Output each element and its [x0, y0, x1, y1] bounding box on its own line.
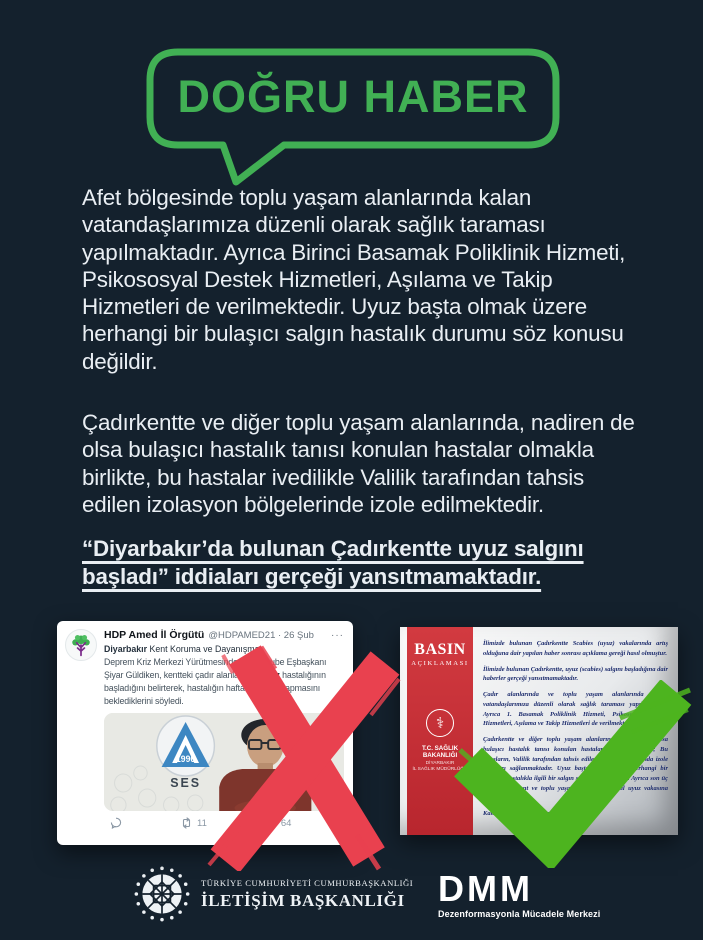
- tweet-handle-date: @HDPAMED21 · 26 Şub: [208, 630, 314, 641]
- statement-paragraph-1: Afet bölgesinde toplu yaşam alanlarında kalan vatandaşlarımıza düzenli olarak sağlık taraması yapılmaktadır. Ayrıca Birinci Basamak Poliklinik Hizmeti, Psikososyal Destek Hizmetleri, Aşılama ve Takip Hizmetleri de verilmektedir. Uyuz başta olmak üzere herhangi bir bulaşıcı salgın hastalık durumu söz konusu değildir.: [82, 185, 626, 374]
- ministry-name: T.C. SAĞLIK BAKANLIĞI: [421, 745, 459, 759]
- badge-title: DOĞRU HABER: [177, 71, 529, 122]
- tweet-body-pre: Deprem Kriz Merkezi Yürütmesinden SES Şube Eşbaşkanı Şiyar Güldiken, kentteki çadır alanlarında: [104, 657, 327, 680]
- svg-text:SES: SES: [170, 774, 201, 791]
- press-release-paragraph: Çadırkentte ve diğer toplu yaşam alanlarında nadiren de olsa bulaşıcı hastalık tanısı konulan hastalar olmakla birlikte; Bu vakaların, Valilik tarafından tahsis edilen izolasyon yurdunda izole olmaları sağlanmaktadır. Uyuz başta olmak üzere herhangi bir bulaşıcı hastalıkla ilgili bir salgın söz konusu değildir. Ayrıca son üç günde çadırkent ve toplu yaşam alanlarında tekil uyuz vakasına rastlanmamıştır.: [483, 736, 668, 802]
- statement-paragraph-2: Çadırkentte ve diğer toplu yaşam alanlarında, nadiren de olsa bulaşıcı hastalık tanısı konulan hastalar olmakla birlikte, bu hastalar ivedilikle Valilik tarafından tahsis edilen izolasyon bölgelerinde izole edilmektedir.: [82, 410, 635, 517]
- more-options-icon[interactable]: ···: [331, 630, 344, 641]
- svg-text:1996: 1996: [175, 753, 196, 765]
- tweet-text-line1-rest: Kent Koruma ve Dayanışma: [147, 644, 260, 654]
- tweet-body-post: hastalığının başladığını belirterek, hastalığın hafta sonu pik yapmasını beklediklerini söyledi.: [104, 670, 326, 706]
- presidency-emblem-icon: [134, 866, 190, 922]
- health-ministry-logo-icon: ⚕: [426, 709, 454, 737]
- presidency-text: [201, 878, 413, 911]
- dmm-branding: [438, 868, 601, 919]
- retweet-icon: [180, 817, 193, 829]
- tweet-text-bold-city: Diyarbakır: [104, 644, 148, 654]
- ministry-directorate: İL SAĞLIK MÜDÜRLÜĞÜ: [412, 767, 468, 772]
- press-release-paragraph: Çadır alanlarında ve toplu yaşam alanlarında kalan vatandaşlarımıza düzenli olarak sağlık taraması yapılmaktadır. Ayrıca 1. Basamak Poliklinik Hizmeti, Psikososyal Destek Hizmetleri, Aşılama ve Takip Hizmetleri de verilmektedir.: [483, 691, 668, 728]
- press-release-title-line2: AÇIKLAMASI: [411, 660, 469, 667]
- statement-block: [82, 184, 636, 590]
- press-release-paragraph: İlimizde bulunan Çadırkentte Scabies (uyuz) vakalarında artış olduğuna dair yapılan haber sonrası açıklama gereği hasıl olmuştur.: [483, 640, 668, 657]
- retweet-count: 11: [197, 817, 207, 829]
- press-release-paragraph: Kamuoyuna saygıyla duyurulur.: [483, 810, 570, 818]
- reply-button[interactable]: [110, 817, 122, 829]
- tweet-header: [104, 629, 344, 642]
- dmm-tagline: Dezenformasyonla Mücadele Merkezi: [438, 908, 601, 919]
- like-count: 64: [280, 817, 292, 829]
- presidency-line2: İLETİŞİM BAŞKANLIĞI: [201, 890, 405, 910]
- hdp-tree-logo-icon: [68, 632, 94, 658]
- dmm-logo-text: DMM: [438, 868, 533, 909]
- green-checkmark-icon: [452, 680, 692, 868]
- presidency-line1: TÜRKİYE CUMHURİYETİ CUMHURBAŞKANLIĞI: [201, 877, 414, 888]
- press-release-title-line1: BASIN: [414, 641, 466, 658]
- hdp-avatar: [65, 629, 97, 661]
- presidency-branding: [134, 866, 413, 922]
- press-release-paragraph: İlimizde bulunan Çadırkentte, uyuz (scabies) salgını başladığına dair haberler gerçeği yansıtmamaktadır.: [483, 665, 668, 683]
- red-cross-icon: [203, 643, 407, 871]
- ministry-city: DİYARBAKIR: [425, 761, 455, 766]
- tweet-body-bold-word: uyuz: [260, 670, 280, 680]
- tweet-display-name: HDP Amed İl Örgütü: [104, 629, 205, 641]
- reply-icon: [110, 817, 122, 829]
- debunked-claim-text: “Diyarbakır’da bulunan Çadırkentte uyuz salgını başladı” iddiaları gerçeği yansıtmamaktadır.: [82, 536, 584, 589]
